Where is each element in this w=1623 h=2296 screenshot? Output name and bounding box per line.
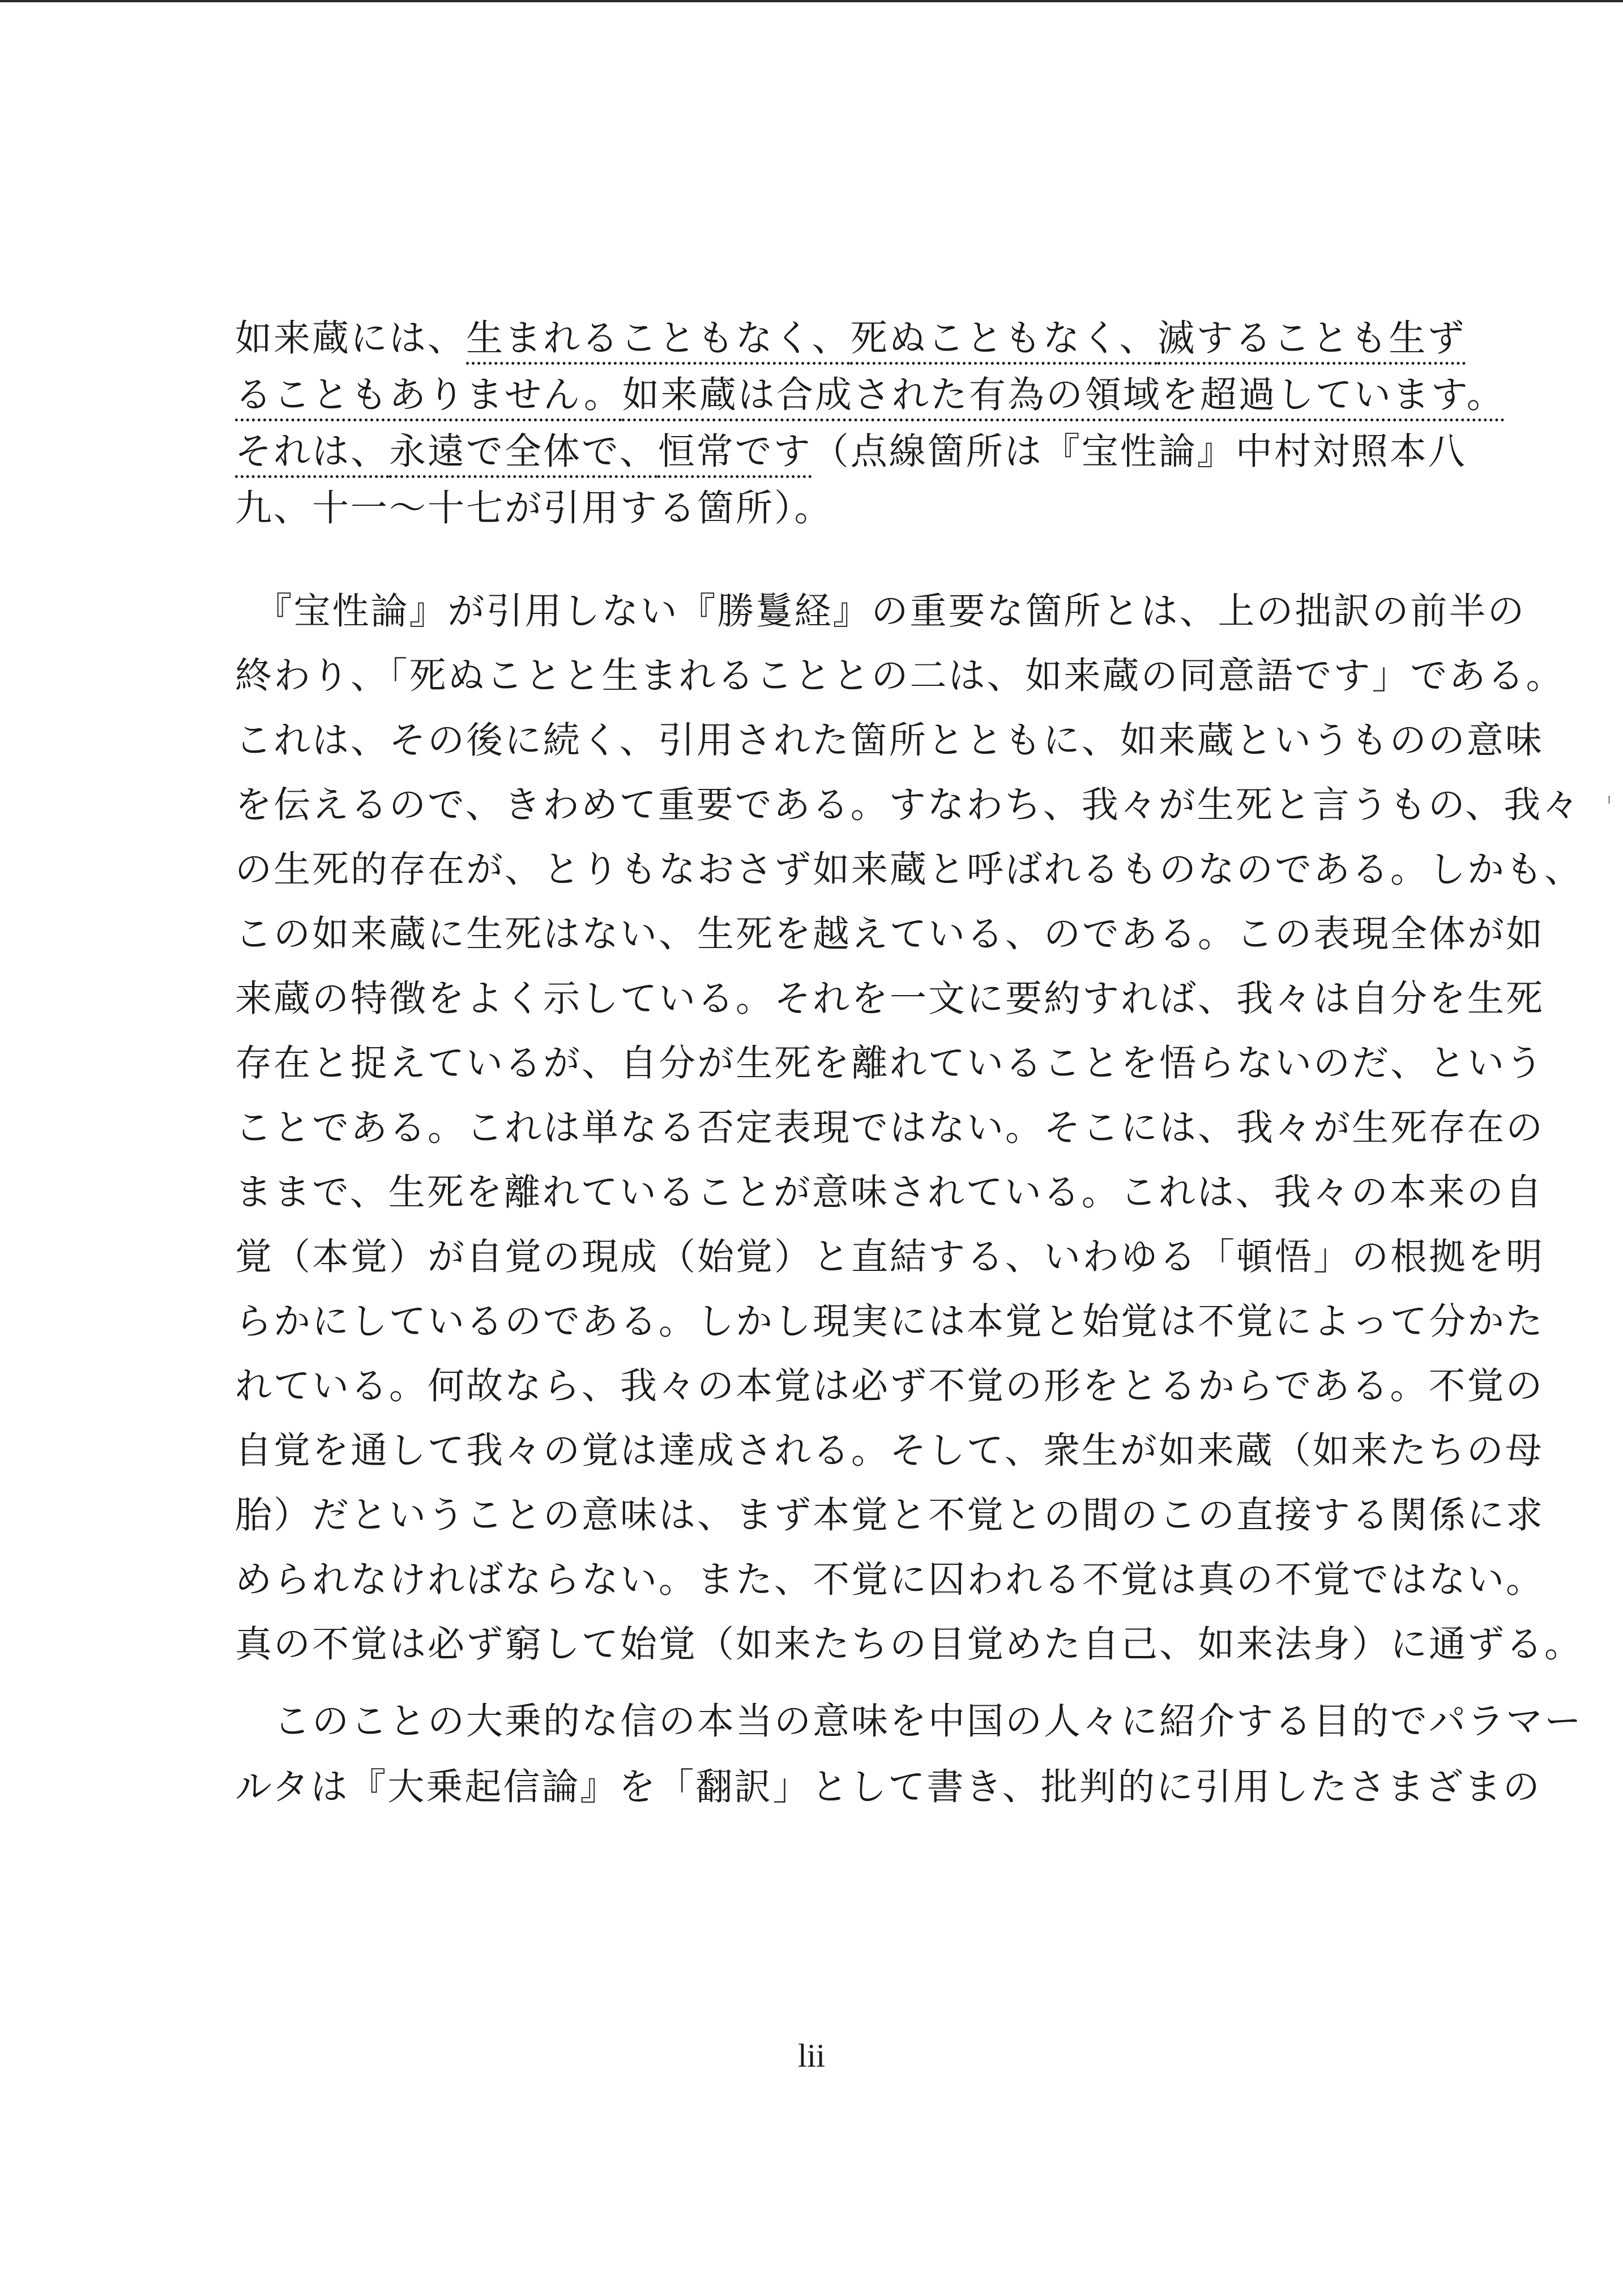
paragraph-line: 『宝性論』が引用しない『勝鬘経』の重要な箇所とは、上の拙訳の前半の — [235, 590, 1526, 633]
paragraph-line: 覚（本覚）が自覚の現成（始覚）と直結する、いわゆる「頓悟」の根拠を明 — [235, 1236, 1545, 1278]
paragraph-line: の生死的存在が、とりもなおさず如来蔵と呼ばれるものなのである。しかも、 — [235, 848, 1583, 891]
quote-segment-dotted: 永遠で全体で、 — [389, 430, 658, 473]
quote-segment: 如来蔵には、 — [235, 317, 467, 360]
paragraph-line: これは、その後に続く、引用された箇所とともに、如来蔵というものの意味 — [235, 719, 1544, 762]
quote-line-3 — [235, 424, 1467, 480]
paragraph-line: このことの大乗的な信の本当の意味を中国の人々に紹介する目的でパラマー — [235, 1700, 1583, 1743]
paragraph-line: ことである。これは単なる否定表現ではない。そこには、我々が生死存在の — [235, 1107, 1545, 1149]
quote-segment: 九、十一～十七が引用する箇所）。 — [235, 487, 833, 530]
page-number: lii — [797, 2037, 826, 2074]
paragraph-line: 胎）だということの意味は、まず本覚と不覚との間のこの直接する関係に求 — [235, 1494, 1545, 1537]
quote-segment-dotted: 滅することも生ず — [1158, 317, 1466, 360]
paragraph-line: ルタは『大乗起信論』を「翻訳」として書き、批判的に引用したさまざまの — [235, 1766, 1541, 1808]
quote-segment: （点線箇所は『宝性論』中村対照本八 — [812, 430, 1467, 473]
scan-speck — [1608, 796, 1610, 804]
quote-line-2 — [235, 367, 1505, 424]
quote-line-1 — [235, 310, 1466, 367]
scan-top-edge — [0, 0, 1623, 2]
quote-segment-dotted: 生まれることもなく、 — [466, 317, 851, 360]
paragraph-line: 自覚を通して我々の覚は達成される。そして、衆生が如来蔵（如来たちの母 — [235, 1429, 1544, 1472]
paragraph-line: 来蔵の特徴をよく示している。それを一文に要約すれば、我々は自分を生死 — [235, 978, 1545, 1020]
quote-line-4 — [235, 480, 833, 537]
paragraph-line: れている。何故なら、我々の本覚は必ず不覚の形をとるからである。不覚の — [235, 1365, 1544, 1407]
quote-segment-dotted: ることもありません。 — [235, 374, 622, 416]
paragraph-line: 終わり、「死ぬことと生まれることとの二は、如来蔵の同意語です」である。 — [235, 655, 1565, 697]
quote-segment-dotted: 恒常です — [657, 430, 812, 473]
paragraph-line: 真の不覚は必ず窮して始覚（如来たちの目覚めた自己、如来法身）に通ずる。 — [235, 1623, 1583, 1666]
paragraph-line: を伝えるので、きわめて重要である。すなわち、我々が生死と言うもの、我々 — [235, 784, 1581, 826]
paragraph-line: ままで、生死を離れていることが意味されている。これは、我々の本来の自 — [235, 1171, 1544, 1214]
paragraph-line: この如来蔵に生死はない、生死を越えている、のである。この表現全体が如 — [235, 913, 1545, 955]
paragraph-line: められなければならない。また、不覚に囚われる不覚は真の不覚ではない。 — [235, 1559, 1545, 1601]
paragraph-line: 存在と捉えているが、自分が生死を離れていることを悟らないのだ、という — [235, 1042, 1545, 1085]
paragraph-line: らかにしているのである。しかし現実には本覚と始覚は不覚によって分かた — [235, 1300, 1545, 1343]
quote-segment-dotted: それは、 — [235, 430, 390, 473]
quote-segment-dotted: 如来蔵は合成された有為の領域を超過しています。 — [622, 374, 1505, 416]
quote-segment-dotted: 死ぬこともなく、 — [850, 317, 1158, 360]
